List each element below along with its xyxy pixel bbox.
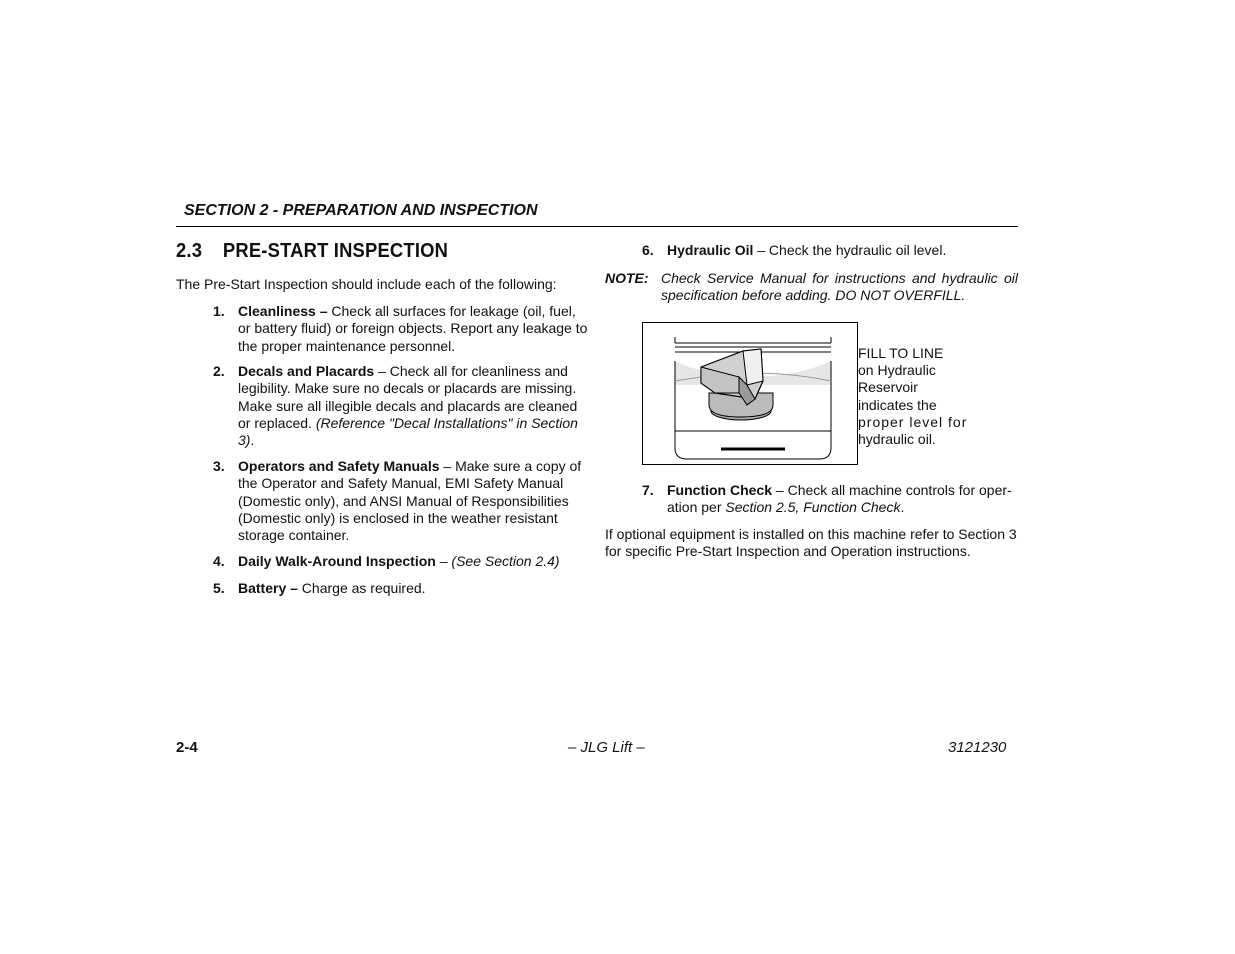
closing-paragraph: If optional equipment is installed on this machine refer to Section 3 for specific Pre-Start Inspection and Operation instructions.: [605, 526, 1017, 559]
note-label: NOTE:: [605, 270, 649, 286]
item-tail: .: [900, 499, 905, 516]
item-label: Decals and Placards: [238, 363, 375, 379]
footer-brand: – JLG Lift –: [568, 739, 645, 756]
item-label: Operators and Safety Manuals: [238, 458, 440, 474]
item-text: Charge as required.: [297, 580, 426, 596]
item-text: Check all surfaces for leakage (oil, fuel, or battery fluid) or foreign objects. Report any leakage to the proper maintenance personnel.: [238, 303, 588, 354]
note-text: Check Service Manual for instructions and hydraulic oil specification before adding. DO NOT OVERFILL.: [661, 270, 1018, 303]
item-label: Battery –: [238, 580, 298, 596]
caption-line: Reservoir: [858, 379, 918, 396]
list-item-walkaround: [213, 553, 598, 570]
list-item-cleanliness: [213, 303, 590, 355]
item-number: 2.: [213, 363, 225, 379]
list-item-decals: [213, 363, 586, 449]
item-label: Daily Walk-Around Inspection: [238, 553, 436, 569]
item-text: – Check all for cleanliness and legibility. Make sure no decals or placards are missing. Make sure all illegible decals and placards are cleaned or replaced.: [238, 363, 578, 431]
item-reference: (See Section 2.4): [451, 553, 560, 569]
figure-caption: [858, 345, 988, 448]
heading-title: PRE-START INSPECTION: [222, 240, 449, 262]
item-label: Cleanliness –: [238, 303, 328, 319]
heading-number: 2.3: [176, 240, 203, 262]
reservoir-cap-illustration: [643, 323, 857, 464]
hydraulic-reservoir-figure: [642, 322, 858, 465]
list-item-hydraulic-oil: [642, 242, 1017, 259]
list-item-function-check: [642, 482, 1019, 517]
header-rule: [176, 226, 1018, 227]
item-reference: (Reference "Decal Installations" in Section 3): [238, 414, 578, 449]
list-item-manuals: [213, 458, 588, 544]
item-number: 7.: [642, 482, 654, 498]
caption-line: indicates the: [858, 396, 937, 413]
page-number: 2-4: [176, 739, 198, 756]
intro-paragraph: The Pre-Start Inspection should include each of the following:: [176, 276, 557, 292]
item-number: 5.: [213, 580, 225, 596]
item-tail: .: [250, 432, 255, 449]
item-label: Hydraulic Oil: [667, 242, 754, 258]
caption-line: on Hydraulic: [858, 362, 936, 379]
item-label: Function Check: [667, 482, 773, 498]
item-text: –: [435, 553, 452, 569]
item-text: – Check the hydraulic oil level.: [753, 242, 947, 258]
caption-line: hydraulic oil.: [858, 431, 936, 448]
section-heading: [176, 240, 448, 263]
caption-line: FILL TO LINE: [858, 345, 944, 361]
item-number: 4.: [213, 553, 225, 569]
item-reference: Section 2.5, Function Check: [725, 499, 901, 516]
caption-line: proper level for: [858, 413, 968, 430]
document-number: 3121230: [948, 739, 1007, 756]
item-number: 1.: [213, 303, 225, 319]
section-header: SECTION 2 - PREPARATION AND INSPECTION: [184, 202, 538, 219]
item-text: – Make sure a copy of the Operator and Safety Manual, EMI Safety Manual (Domestic only), and ANSI Manual of Responsibilities (Domestic only) is enclosed in the weather resistant storage container.: [238, 458, 582, 544]
list-item-battery: [213, 580, 588, 597]
item-text: – Check all machine controls for oper-ation per: [667, 482, 1012, 516]
item-number: 3.: [213, 458, 225, 474]
item-number: 6.: [642, 242, 654, 258]
